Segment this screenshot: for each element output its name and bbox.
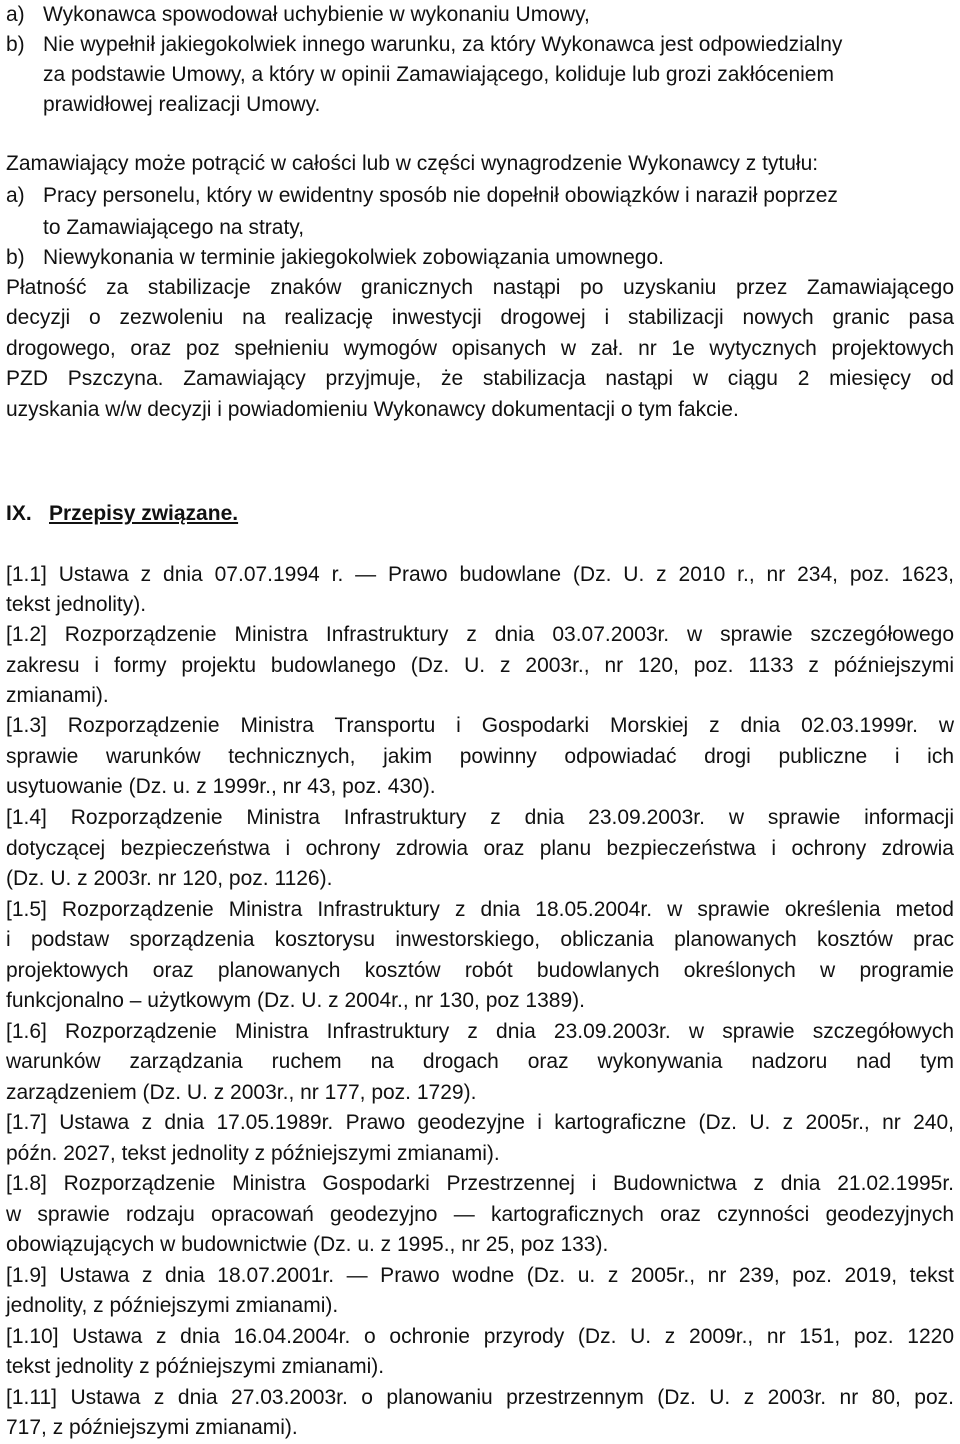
- list-item-text: Nie wypełnił jakiegokolwiek innego warunku, za który Wykonawca jest odpowiedzialny: [43, 33, 843, 56]
- section-title: Przepisy związane.: [49, 502, 239, 525]
- list-item-text: Pracy personelu, który w ewidentny sposób nie dopełnił obowiązków i naraził poprzez: [43, 184, 838, 207]
- reference-line: projektowych oraz planowanych kosztów robót budowlanych określonych w programie: [6, 959, 954, 982]
- reference-line: [1.8] Rozporządzenie Ministra Gospodarki Przestrzennej i Budownictwa z dnia 21.02.1995r.: [6, 1172, 954, 1195]
- paragraph-line: PZD Pszczyna. Zamawiający przyjmuje, że stabilizacja nastąpi w ciągu 2 miesięcy od: [6, 367, 954, 390]
- list-marker: b): [6, 33, 25, 56]
- reference-line: [1.3] Rozporządzenie Ministra Transportu i Gospodarki Morskiej z dnia 02.03.1999r. w: [6, 714, 954, 737]
- list-item-continuation: za podstawie Umowy, a który w opinii Zamawiającego, koliduje lub grozi zakłóceniem: [43, 63, 834, 86]
- list-marker: a): [6, 184, 25, 207]
- list-item: [6, 0, 590, 30]
- reference-line: 717, z późniejszymi zmianami).: [6, 1416, 298, 1439]
- reference-line: [1.4] Rozporządzenie Ministra Infrastruktury z dnia 23.09.2003r. w sprawie informacji: [6, 806, 954, 829]
- reference-line: zarządzeniem (Dz. U. z 2003r., nr 177, poz. 1729).: [6, 1081, 477, 1104]
- reference-line: dotyczącej bezpieczeństwa i ochrony zdrowia oraz planu bezpieczeństwa i ochrony zdrowia: [6, 837, 954, 860]
- list-marker: a): [6, 3, 25, 26]
- list-item-continuation: to Zamawiającego na straty,: [43, 216, 305, 239]
- paragraph-line: Zamawiający może potrącić w całości lub w części wynagrodzenie Wykonawcy z tytułu:: [6, 152, 819, 175]
- reference-line: [1.1] Ustawa z dnia 07.07.1994 r. — Prawo budowlane (Dz. U. z 2010 r., nr 234, poz. 1623,: [6, 563, 954, 586]
- list-item: [6, 243, 664, 273]
- reference-line: funkcjonalno – użytkowym (Dz. U. z 2004r., nr 130, poz 1389).: [6, 989, 585, 1012]
- reference-line: obowiązujących w budownictwie (Dz. u. z 1995., nr 25, poz 133).: [6, 1233, 609, 1256]
- reference-line: sprawie warunków technicznych, jakim powinny odpowiadać drogi publiczne i ich: [6, 745, 954, 768]
- reference-line: [1.5] Rozporządzenie Ministra Infrastruktury z dnia 18.05.2004r. w sprawie określenia metod: [6, 898, 954, 921]
- reference-line: tekst jednolity).: [6, 593, 147, 616]
- section-number: IX.: [6, 502, 32, 525]
- list-item-text: Wykonawca spowodował uchybienie w wykonaniu Umowy,: [43, 3, 590, 26]
- list-marker: b): [6, 246, 25, 269]
- reference-line: [1.6] Rozporządzenie Ministra Infrastruktury z dnia 23.09.2003r. w sprawie szczegółowych: [6, 1020, 954, 1043]
- list-item: [6, 181, 838, 211]
- reference-line: [1.10] Ustawa z dnia 16.04.2004r. o ochronie przyrody (Dz. U. z 2009r., nr 151, poz. 1220: [6, 1325, 954, 1348]
- reference-line: tekst jednolity z późniejszymi zmianami).: [6, 1355, 385, 1378]
- section-heading: [6, 499, 238, 529]
- list-item-continuation: prawidłowej realizacji Umowy.: [43, 93, 321, 116]
- reference-line: (Dz. U. z 2003r. nr 120, poz. 1126).: [6, 867, 333, 890]
- reference-line: usytuowanie (Dz. u. z 1999r., nr 43, poz. 430).: [6, 775, 436, 798]
- list-item: [6, 30, 842, 60]
- reference-line: w sprawie rodzaju opracowań geodezyjno — kartograficznych oraz czynności geodezyjnych: [6, 1203, 954, 1226]
- reference-line: późn. 2027, tekst jednolity z późniejszymi zmianami).: [6, 1142, 500, 1165]
- reference-line: i podstaw sporządzenia kosztorysu inwestorskiego, obliczania planowanych kosztów prac: [6, 928, 954, 951]
- reference-line: warunków zarządzania ruchem na drogach oraz wykonywania nadzoru nad tym: [6, 1050, 954, 1073]
- reference-line: [1.2] Rozporządzenie Ministra Infrastruktury z dnia 03.07.2003r. w sprawie szczegółowego: [6, 623, 954, 646]
- reference-line: [1.9] Ustawa z dnia 18.07.2001r. — Prawo wodne (Dz. u. z 2005r., nr 239, poz. 2019, tekst: [6, 1264, 954, 1287]
- reference-line: [1.7] Ustawa z dnia 17.05.1989r. Prawo geodezyjne i kartograficzne (Dz. U. z 2005r., nr 240,: [6, 1111, 954, 1134]
- reference-line: zmianami).: [6, 684, 109, 707]
- reference-line: jednolity, z późniejszymi zmianami).: [6, 1294, 339, 1317]
- list-item-text: Niewykonania w terminie jakiegokolwiek zobowiązania umownego.: [43, 246, 664, 269]
- paragraph-line: Płatność za stabilizacje znaków granicznych nastąpi po uzyskaniu przez Zamawiającego: [6, 276, 954, 299]
- paragraph-line: drogowego, oraz poz spełnieniu wymogów opisanych w zał. nr 1e wytycznych projektowych: [6, 337, 954, 360]
- reference-line: [1.11] Ustawa z dnia 27.03.2003r. o planowaniu przestrzennym (Dz. U. z 2003r. nr 80, poz.: [6, 1386, 954, 1409]
- paragraph-line: uzyskania w/w decyzji i powiadomieniu Wykonawcy dokumentacji o tym fakcie.: [6, 398, 739, 421]
- reference-line: zakresu i formy projektu budowlanego (Dz. U. z 2003r., nr 120, poz. 1133 z późniejszymi: [6, 654, 954, 677]
- paragraph-line: decyzji o zezwoleniu na realizację inwestycji drogowej i stabilizacji nowych granic pasa: [6, 306, 954, 329]
